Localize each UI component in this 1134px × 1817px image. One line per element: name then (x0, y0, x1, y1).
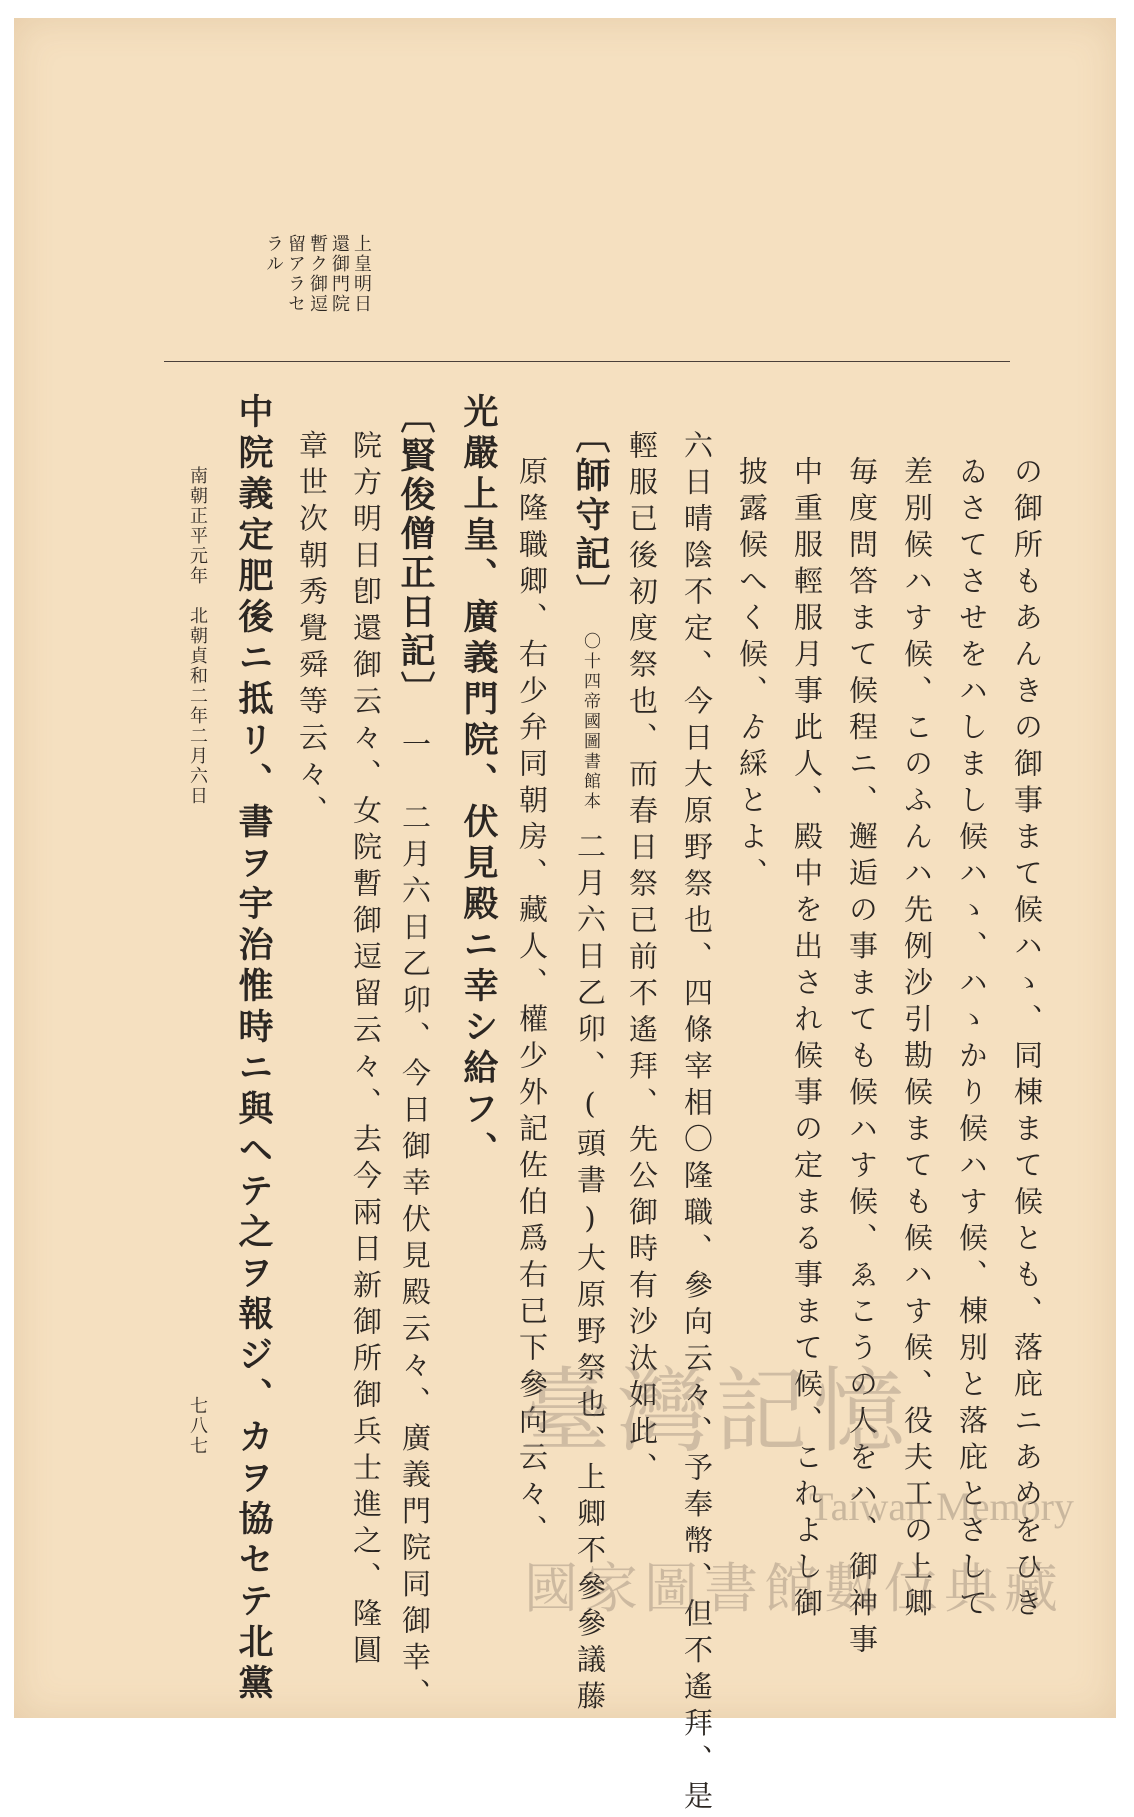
source-citation-column (570, 418, 611, 1717)
body-column-7: 六日晴陰不定、今日大原野祭也、四條宰相〇隆職、參向云々、予奉幣、但不遙拜、是 (680, 430, 714, 1817)
body-column-14: 章世次朝秀覺舜等云々、 (295, 430, 329, 832)
body-column-2: ゐさてさせをハしまし候ハゝ、ハゝかり候ハす候、棟別と落庇とさして (955, 456, 989, 1624)
body-column-8: 輕服已後初度祭也、而春日祭已前不遙拜、先公御時有沙汰如此、 (625, 430, 659, 1489)
margin-note-line-5: ラル (263, 234, 284, 274)
source-bracket: 〔師守記〕 (570, 418, 611, 613)
body-column-5: 中重服輕服月事此人、殿中を出され候事の定まる事まて候、これよし御 (790, 456, 824, 1624)
margin-note-line-3: 暫ク御逗 (307, 234, 328, 314)
source2-bracket: 〔賢俊僧正日記〕 (395, 398, 436, 710)
watermark-logo-text: 臺灣記憶 (519, 1358, 912, 1465)
header-rule (164, 361, 1010, 362)
section-heading: 光嚴上皇、廣義門院、伏見殿ニ幸シ給フ、 (458, 393, 499, 1172)
margin-note-line-4: 留アラセ (285, 234, 306, 314)
margin-note-line-1: 上皇明日 (351, 234, 372, 314)
source-text: 二月六日乙卯、(頭書)大原野祭也、上卿不參參議藤 (573, 831, 607, 1717)
body-column-10: 原隆職卿、右少弁同朝房、藏人、權少外記佐伯爲右已下參向云々、 (515, 456, 549, 1551)
next-section-heading: 中院義定肥後ニ抵リ、書ヲ宇治惟時ニ與ヘテ之ヲ報ジ、カヲ協セテ北黨 (233, 393, 274, 1705)
source2-text: 一 二月六日乙卯、今日御幸伏見殿云々、廣義門院同御幸、 (398, 729, 432, 1715)
source2-citation-column (395, 398, 436, 1715)
body-column-6: 披露候へく候、ゟ綵とよ、 (735, 456, 769, 894)
body-column-4: 毎度問答まて候程ニ、邂逅の事まても候ハす候、ゑこうの人をハ、御神事 (845, 456, 879, 1661)
body-column-3: 差別候ハす候、このふんハ先例沙引勘候まても候ハす候、役夫工の上卿 (900, 456, 934, 1624)
era-caption: 南朝正平元年 北朝貞和二年二月六日 (187, 466, 208, 806)
body-column-13: 院方明日卽還御云々、女院暫御逗留云々、去今兩日新御所御兵士進之、隆圓 (349, 430, 383, 1671)
watermark-institution: 國家圖書館數位典藏 (524, 1557, 1064, 1620)
body-column-1: の御所もあんきの御事まて候ハゝ、同棟まて候とも、落庇ニあめをひき (1010, 456, 1044, 1624)
document-page (14, 18, 1116, 1817)
margin-note-line-2: 還御門院 (329, 234, 350, 314)
page-number: 七八七 (187, 1396, 208, 1456)
watermark-english: Taiwan Memory (809, 1484, 1074, 1529)
source-note: 〇十四帝國圖書館本 (580, 632, 600, 812)
